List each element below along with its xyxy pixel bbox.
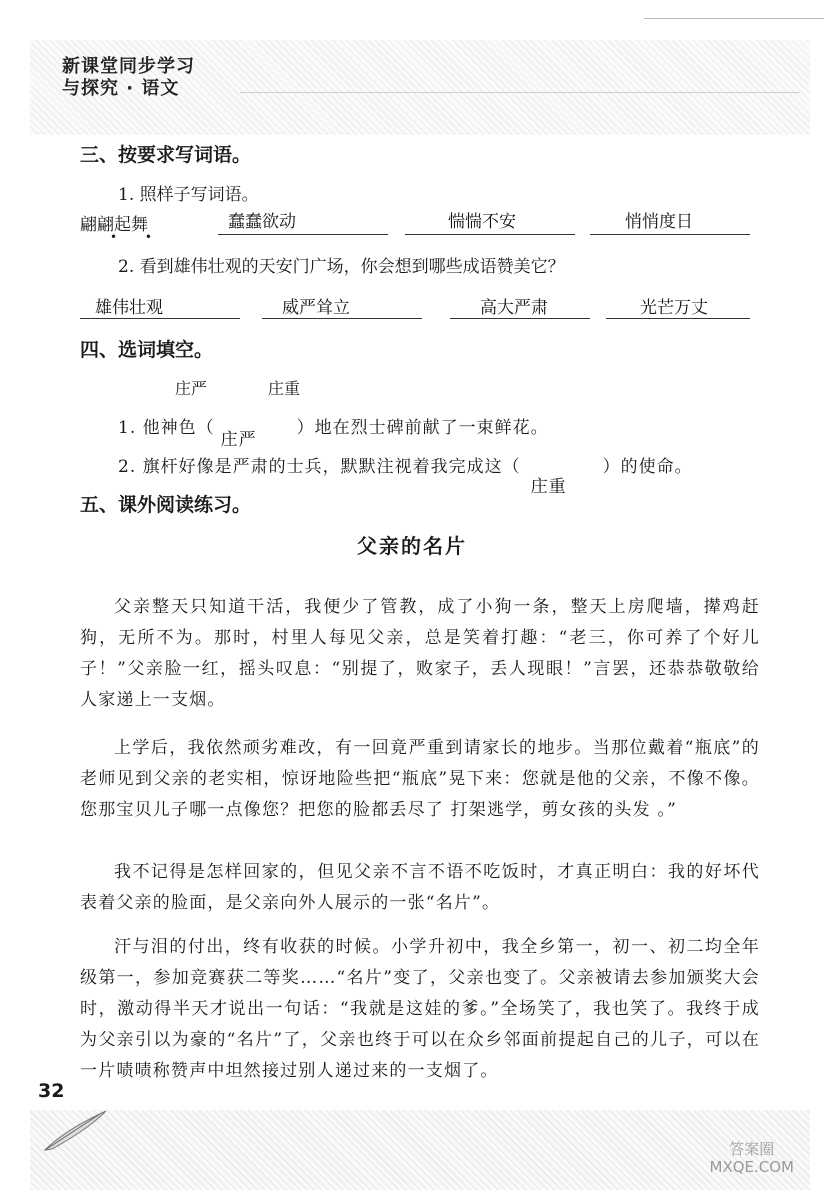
- book-title: [62, 56, 195, 100]
- sentence-2-after: ）的使命。: [602, 457, 693, 477]
- quill-icon: [40, 1105, 110, 1155]
- page-number: 32: [38, 1080, 65, 1102]
- paragraph-4: 汗与泪的付出，终有收获的时候。小学升初中，我全乡第一，初一、初二均全年级第一，参加竞赛获二等奖……“名片”变了，父亲也变了。父亲被请去参加颁奖大会时，激动得半天才说出一句话：“我就是这娃的爹。”全场笑了，我也笑了。我终于成为父亲引以为豪的“名片”了，父亲也终于可以在众乡邻面前提起自己的儿子，可以在一片啧啧称赞声中坦然接过别人递过来的一支烟了。: [80, 937, 760, 1081]
- section-5-heading: 五、课外阅读练习。: [80, 494, 252, 516]
- watermark-line2: MXQE.COM: [709, 1158, 794, 1176]
- question-1: 1. 照样子写词语。: [118, 185, 259, 205]
- answer-1c: 悄悄度日: [625, 212, 693, 232]
- story-title: 父亲的名片: [357, 534, 467, 558]
- watermark: [710, 1140, 795, 1176]
- blank-2c: [450, 318, 590, 319]
- example-word: 翩翩起舞: [80, 215, 148, 235]
- sentence-1-before: 1. 他神色（: [118, 418, 215, 438]
- answer-1a: 蠢蠢欲动: [228, 212, 296, 232]
- blank-1c: [590, 234, 750, 235]
- answer-2a: 雄伟壮观: [95, 298, 163, 318]
- book-title-line1: 新课堂同步学习: [62, 56, 195, 77]
- answer-2c: 高大严肃: [480, 298, 548, 318]
- option-2: 庄重: [268, 379, 301, 398]
- watermark-line1: 答案圈: [729, 1140, 775, 1158]
- answer-1b: 惴惴不安: [448, 212, 516, 232]
- sentence-2-answer: 庄重: [530, 477, 567, 497]
- footer-band: [30, 1110, 810, 1190]
- emphasis-dots: • •: [110, 230, 164, 244]
- answer-2d: 光芒万丈: [640, 298, 708, 318]
- header-rule: [240, 92, 800, 93]
- blank-1a: [218, 234, 388, 235]
- corner-rule: [644, 0, 824, 19]
- section-4-heading: 四、选词填空。: [80, 339, 214, 361]
- paragraph-2: 上学后，我依然顽劣难改，有一回竟严重到请家长的地步。当那位戴着“瓶底”的老师见到父亲的老实相，惊讶地险些把“瓶底”晃下来：您就是他的父亲，不像不像。您那宝贝儿子哪一点像您？把您的脸都丢尽了 打架逃学，剪女孩的头发 。”: [80, 738, 760, 820]
- section-3-heading: 三、按要求写词语。: [80, 144, 252, 166]
- paragraph-1: 父亲整天只知道干活，我便少了管教，成了小狗一条，整天上房爬墙，撵鸡赶狗，无所不为。那时，村里人每见父亲，总是笑着打趣：“老三，你可养了个好儿子！”父亲脸一红，摇头叹息：“别提了，败家子，丢人现眼！”言罢，还恭恭敬敬给人家递上一支烟。: [80, 597, 760, 710]
- book-title-line2: 与探究 · 语文: [62, 78, 180, 99]
- question-2: 2. 看到雄伟壮观的天安门广场，你会想到哪些成语赞美它？: [118, 257, 565, 277]
- blank-2b: [262, 318, 422, 319]
- sentence-1-answer: 庄严: [220, 430, 257, 450]
- blank-1b: [405, 234, 575, 235]
- sentence-2-before: 2. 旗杆好像是严肃的士兵，默默注视着我完成这（: [118, 457, 521, 477]
- sentence-2: [118, 452, 693, 497]
- paragraph-3: 我不记得是怎样回家的，但见父亲不言不语不吃饭时，才真正明白：我的好坏代表着父亲的脸面，是父亲向外人展示的一张“名片”。: [80, 862, 760, 913]
- sentence-1: [118, 413, 549, 450]
- sentence-1-after: ）地在烈士碑前献了一束鲜花。: [296, 418, 549, 438]
- blank-2a: [80, 318, 240, 319]
- option-1: 庄严: [175, 379, 208, 398]
- answer-2b: 威严耸立: [282, 298, 350, 318]
- blank-2d: [606, 318, 750, 319]
